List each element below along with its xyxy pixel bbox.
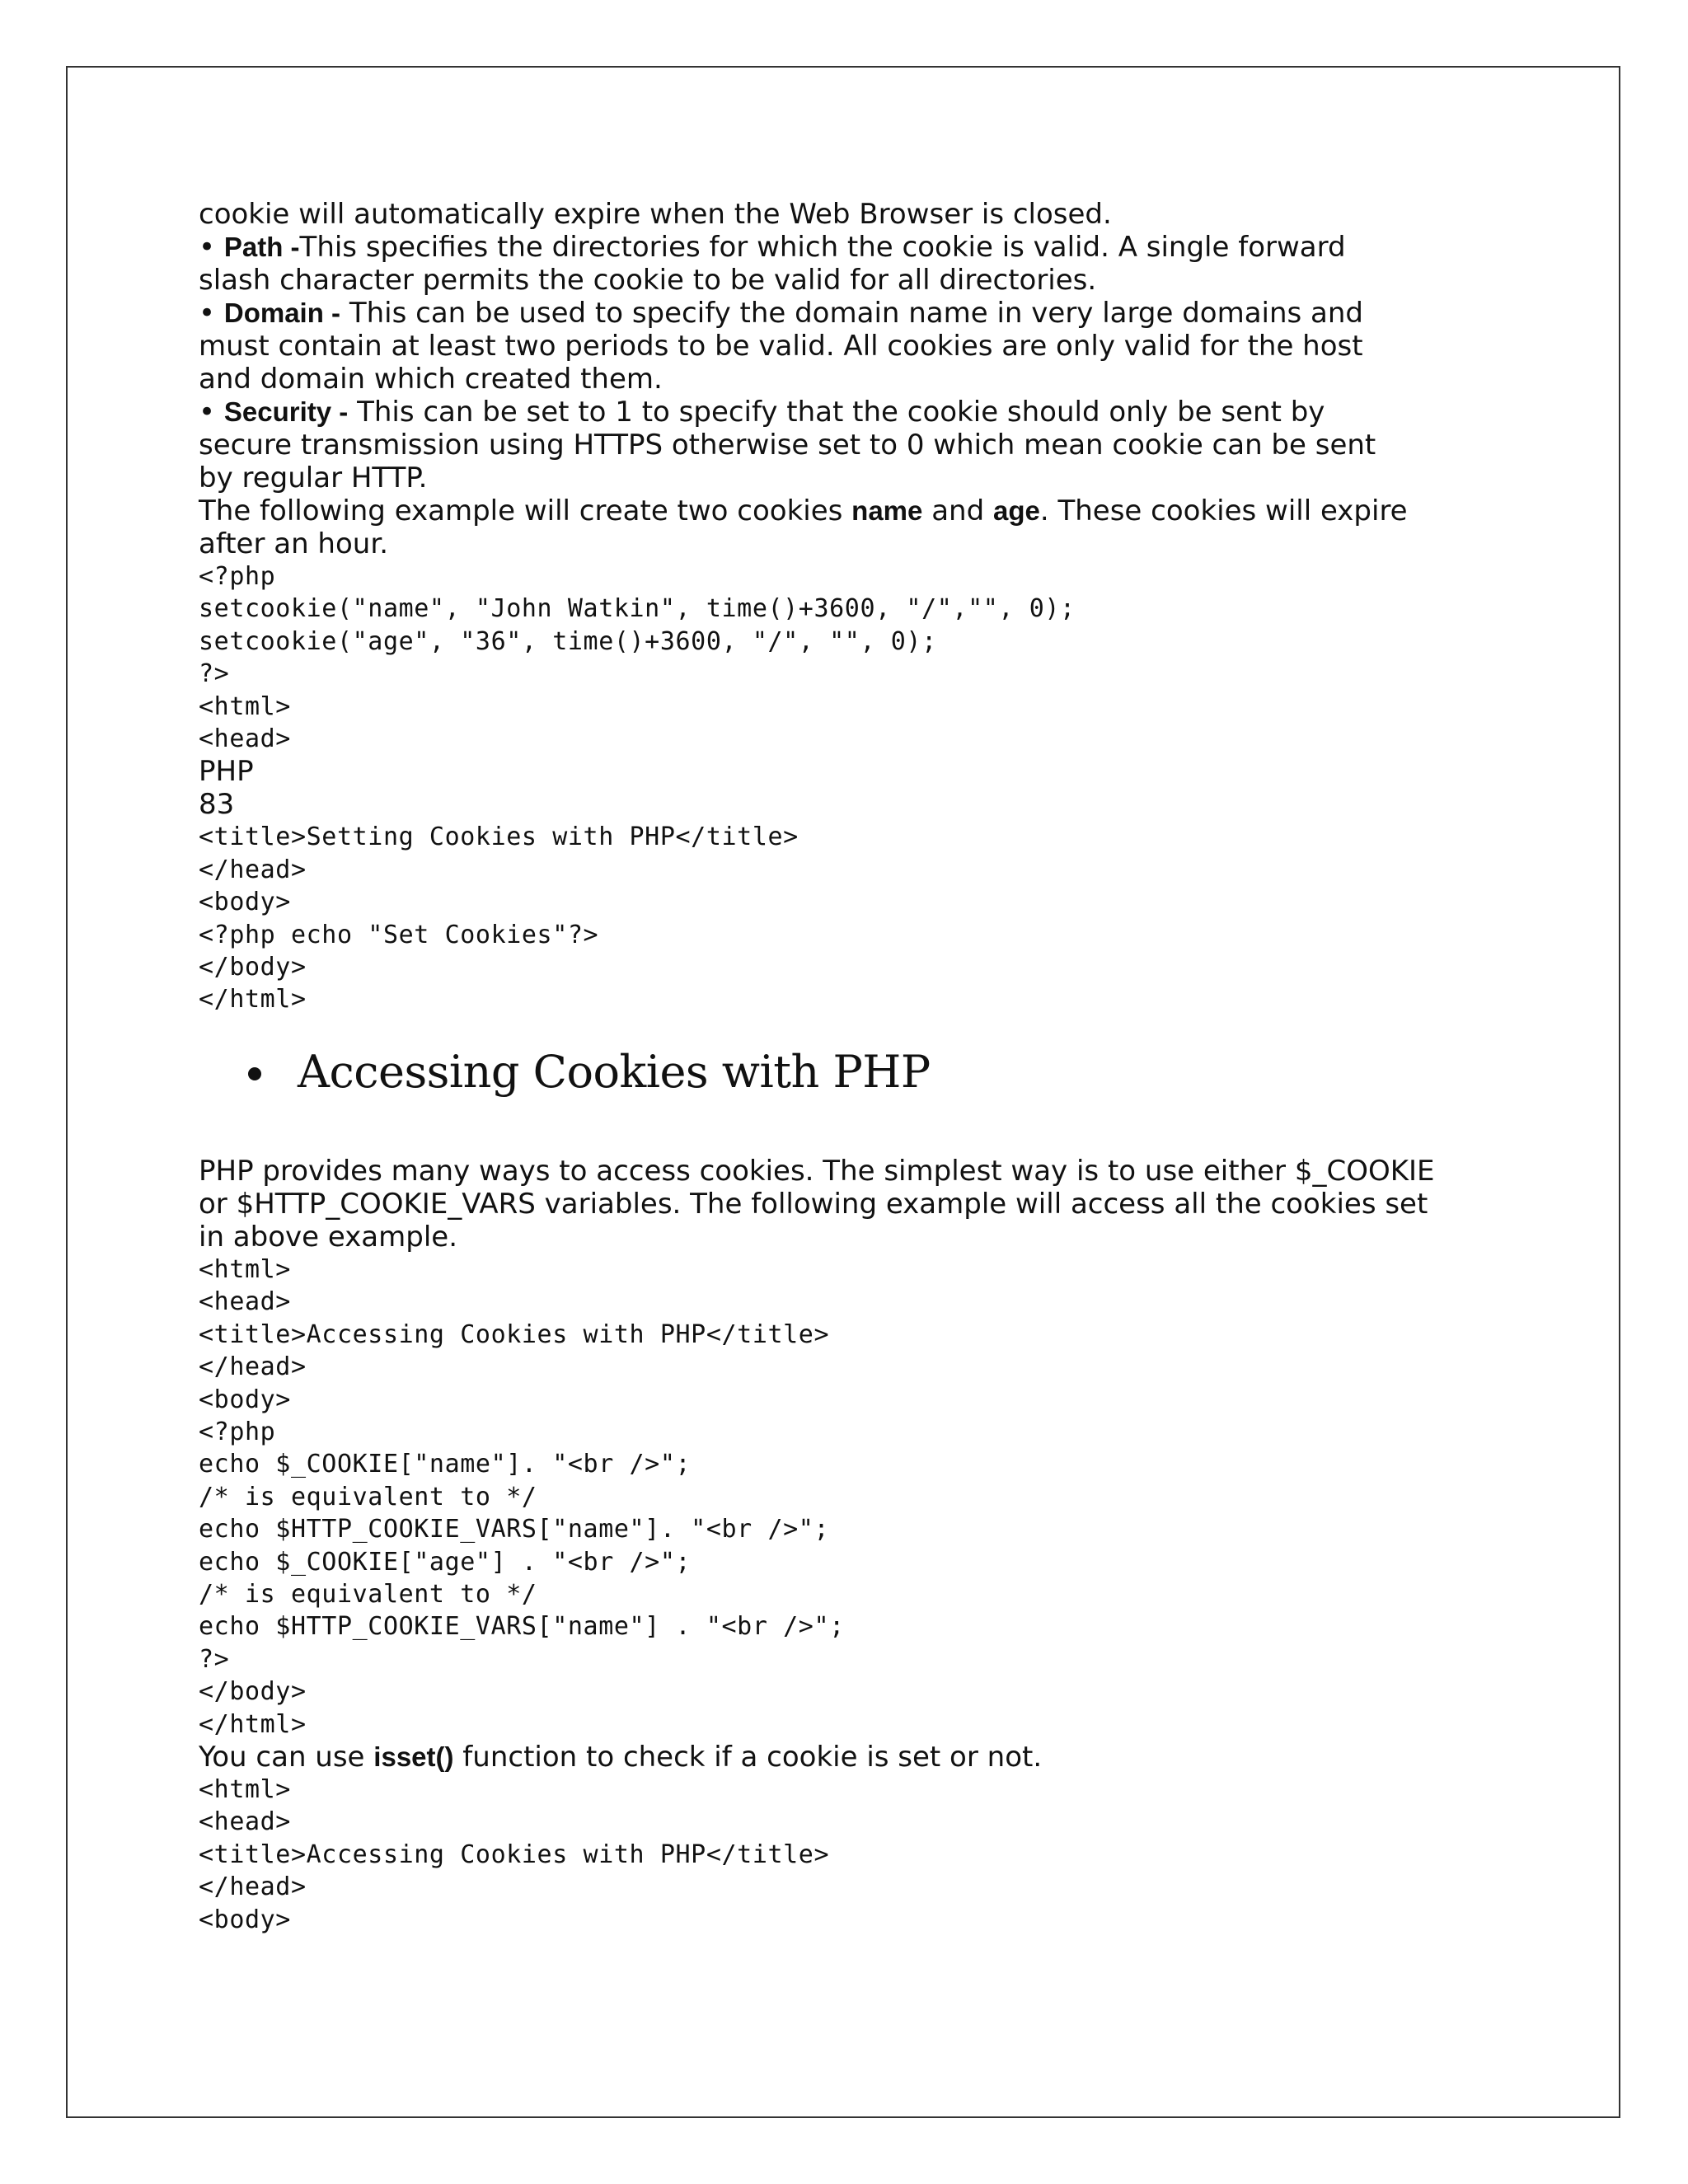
code-line: <html> <box>199 1254 291 1284</box>
code-line: <body> <box>199 888 291 917</box>
bullet-label-security: Security - <box>223 396 349 427</box>
bullet-marker: • <box>199 297 216 330</box>
section-heading-text: Accessing Cookies with PHP <box>298 1045 931 1098</box>
code-block-isset <box>199 1774 1484 1936</box>
code-line: echo $HTTP_COOKIE_VARS["name"]. "<br />"; <box>199 1515 830 1544</box>
code-line: /* is equivalent to */ <box>199 1482 537 1511</box>
keyword-age: age <box>992 495 1040 526</box>
code-line: <?php echo "Set Cookies"?> <box>199 920 599 949</box>
keyword-name: name <box>851 495 923 526</box>
bullet-dot-icon <box>248 1067 261 1080</box>
bullet-text-path: This specifies the directories for which the cookie is valid. A single forward <box>299 231 1346 264</box>
bullet-marker: • <box>199 396 216 429</box>
code-line: <body> <box>199 1905 291 1934</box>
bullet-text-domain: This can be used to specify the domain name in very large domains and <box>340 297 1364 330</box>
example-intro-cont: after an hour. <box>199 527 388 560</box>
bullet-path-cont: slash character permits the cookie to be valid for all directories. <box>199 264 1097 297</box>
code-line: </head> <box>199 855 307 884</box>
code-line: setcookie("name", "John Watkin", time()+3600, "/","", 0); <box>199 594 1076 624</box>
example-intro-text: The following example will create two cookies <box>199 494 852 527</box>
intro-line: cookie will automatically expire when the Web Browser is closed. <box>199 198 1112 231</box>
code-line: </body> <box>199 1677 307 1707</box>
paragraph-line: in above example. <box>199 1220 458 1254</box>
code-line: </head> <box>199 1352 307 1382</box>
bullet-label-path: Path - <box>223 232 300 262</box>
code-line: <head> <box>199 1807 291 1837</box>
isset-text: function to check if a cookie is set or not. <box>453 1740 1043 1774</box>
code-line: <body> <box>199 1385 291 1414</box>
isset-text: You can use <box>199 1740 374 1774</box>
code-line: <title>Accessing Cookies with PHP</title> <box>199 1319 830 1349</box>
bullet-domain <box>199 297 1484 330</box>
isset-line <box>199 1741 1484 1774</box>
code-block-set-cookies-b <box>199 821 1484 1015</box>
code-line: </html> <box>199 985 307 1015</box>
code-line: </head> <box>199 1872 307 1902</box>
code-line: </html> <box>199 1709 307 1739</box>
code-line: <title>Setting Cookies with PHP</title> <box>199 823 799 852</box>
bullet-security-cont-2: by regular HTTP. <box>199 462 428 494</box>
code-line: ?> <box>199 659 230 689</box>
isset-function: isset() <box>373 1741 454 1772</box>
section-paragraph <box>199 1155 1484 1254</box>
bullet-marker: • <box>199 231 216 264</box>
code-line: </body> <box>199 953 307 982</box>
bullet-domain-cont-2: and domain which created them. <box>199 363 663 396</box>
section-heading <box>199 1046 1484 1099</box>
code-line: /* is equivalent to */ <box>199 1579 537 1609</box>
code-line: <html> <box>199 691 291 721</box>
code-line: <?php <box>199 562 276 591</box>
running-header-label: PHP <box>199 755 254 789</box>
bullet-path <box>199 231 1484 264</box>
code-line: <head> <box>199 1287 291 1317</box>
code-line: echo $_COOKIE["age"] . "<br />"; <box>199 1547 692 1577</box>
bullet-security <box>199 396 1484 429</box>
bullet-domain-cont-1: must contain at least two periods to be valid. All cookies are only valid for the host <box>199 330 1363 363</box>
code-line: echo $HTTP_COOKIE_VARS["name"] . "<br />"; <box>199 1612 845 1642</box>
code-line: <head> <box>199 724 291 754</box>
code-line: <html> <box>199 1774 291 1804</box>
bullet-label-domain: Domain - <box>223 298 341 328</box>
code-line: <?php <box>199 1417 276 1446</box>
paragraph-line: PHP provides many ways to access cookies. The simplest way is to use either $_COOKIE <box>199 1154 1435 1188</box>
document-body <box>199 198 1484 1936</box>
page-number: 83 <box>199 788 235 822</box>
bullet-text-security: This can be set to 1 to specify that the cookie should only be sent by <box>348 396 1325 429</box>
bullet-security-cont-1: secure transmission using HTTPS otherwise set to 0 which mean cookie can be sent <box>199 429 1376 462</box>
example-intro-text: and <box>922 494 993 527</box>
paragraph-line: or $HTTP_COOKIE_VARS variables. The following example will access all the cookies set <box>199 1187 1428 1221</box>
code-block-set-cookies-a <box>199 560 1484 755</box>
code-line: echo $_COOKIE["name"]. "<br />"; <box>199 1450 692 1479</box>
spacer <box>199 1099 1484 1155</box>
code-line: setcookie("age", "36", time()+3600, "/", "", 0); <box>199 626 937 656</box>
example-intro-text: . These cookies will expire <box>1039 494 1408 527</box>
code-line: ?> <box>199 1644 230 1674</box>
example-intro <box>199 494 1484 527</box>
code-block-access-cookies <box>199 1254 1484 1741</box>
code-line: <title>Accessing Cookies with PHP</title> <box>199 1840 830 1869</box>
